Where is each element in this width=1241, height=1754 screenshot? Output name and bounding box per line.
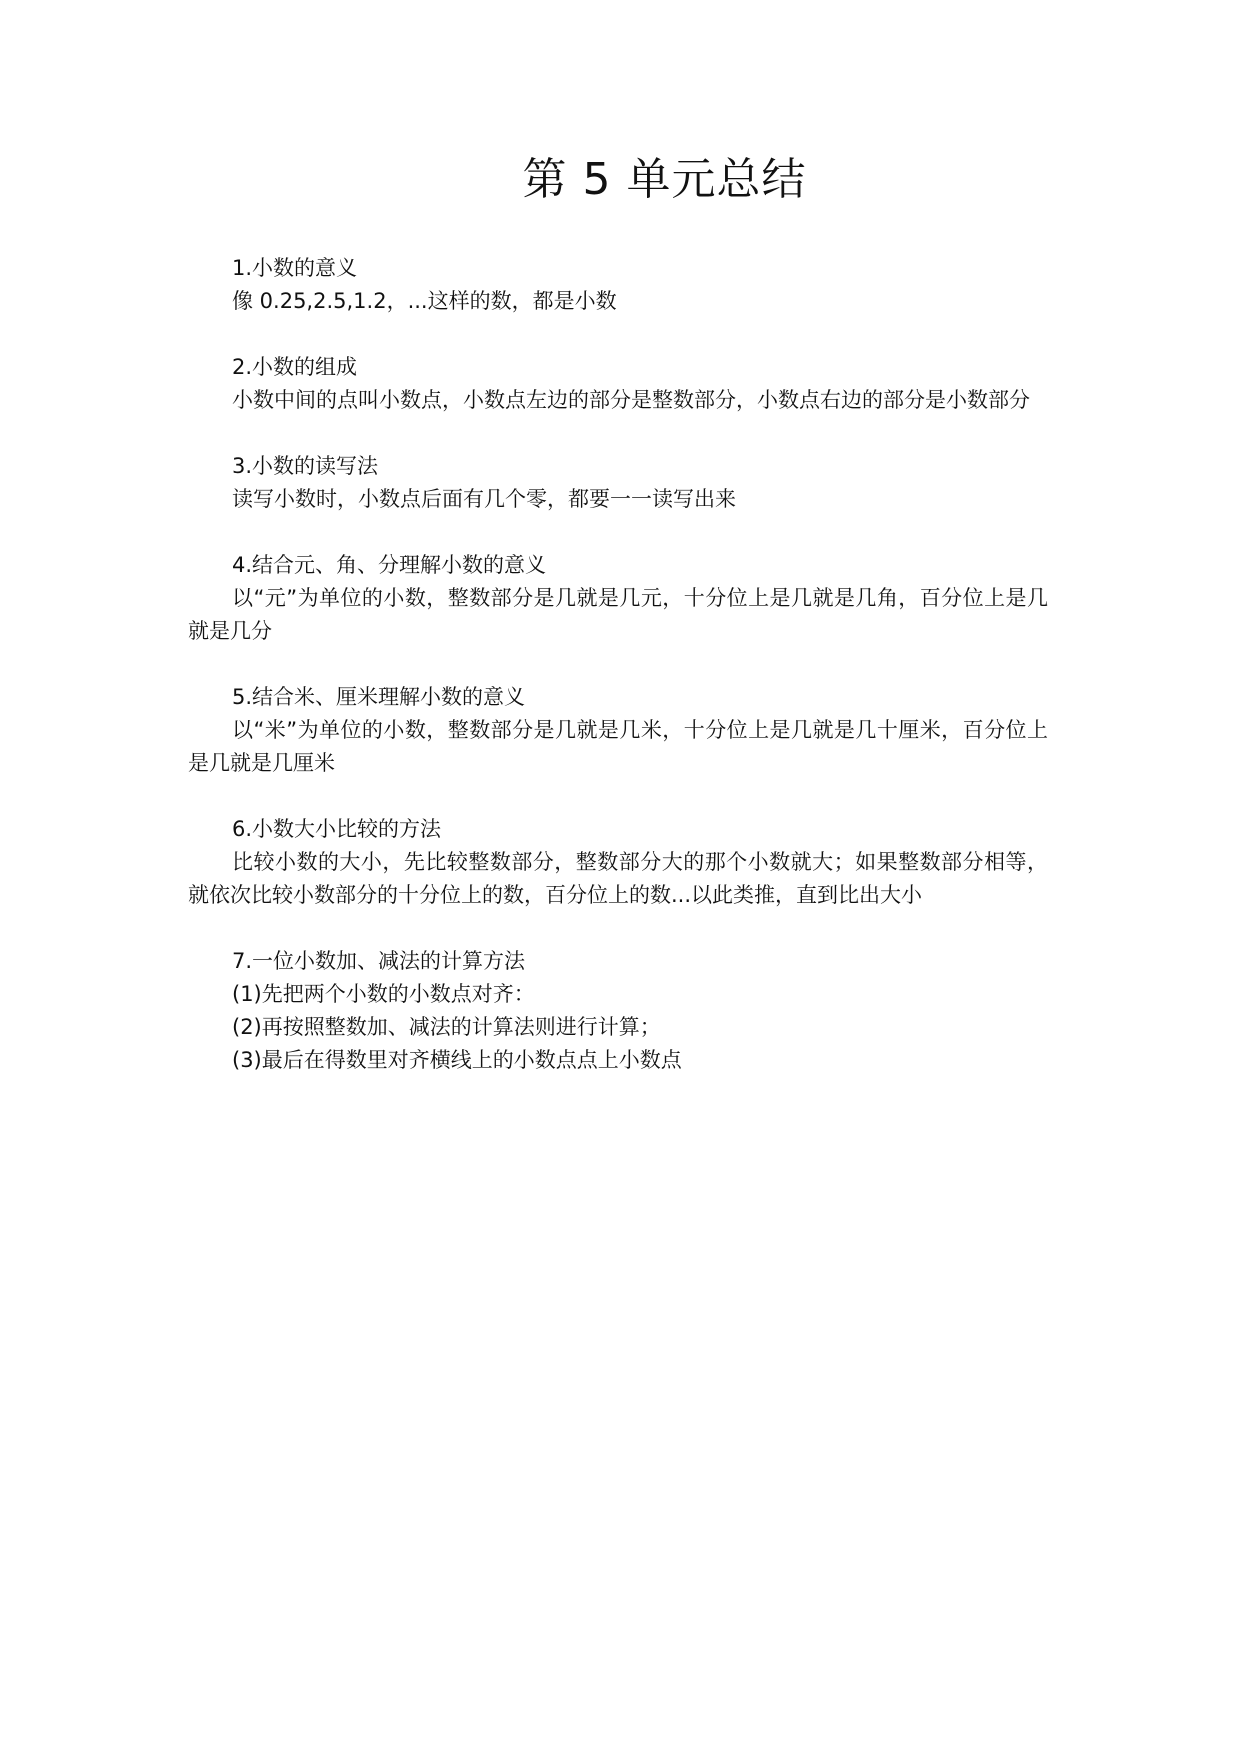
document-body <box>188 252 1048 1110</box>
section-length <box>188 681 1048 780</box>
section-text: 比较小数的大小，先比较整数部分，整数部分大的那个小数就大；如果整数部分相等，就依次比较小数部分的十分位上的数，百分位上的数...以此类推，直到比出大小 <box>188 850 1048 907</box>
section-reading-writing <box>188 450 1048 516</box>
page-title: 第 5 单元总结 <box>522 154 807 205</box>
section-heading: 5.结合米、厘米理解小数的意义 <box>232 685 526 709</box>
section-heading: 6.小数大小比较的方法 <box>232 817 442 841</box>
section-heading: 1.小数的意义 <box>232 256 358 280</box>
section-comparison <box>188 813 1048 912</box>
section-text: 读写小数时，小数点后面有几个零，都要一一读写出来 <box>232 487 736 511</box>
section-heading: 4.结合元、角、分理解小数的意义 <box>232 553 547 577</box>
section-heading: 7.一位小数加、减法的计算方法 <box>232 949 526 973</box>
section-heading: 3.小数的读写法 <box>232 454 379 478</box>
section-text: 以“元”为单位的小数，整数部分是几就是几元，十分位上是几就是几角，百分位上是几就是几分 <box>188 586 1048 643</box>
section-text: 以“米”为单位的小数，整数部分是几就是几米，十分位上是几就是几十厘米，百分位上是几就是几厘米 <box>188 718 1048 775</box>
section-heading: 2.小数的组成 <box>232 355 358 379</box>
step-item: (2)再按照整数加、减法的计算法则进行计算； <box>232 1015 661 1039</box>
section-money <box>188 549 1048 648</box>
section-add-subtract <box>188 945 1048 1077</box>
section-text: 像 0.25,2.5,1.2，...这样的数，都是小数 <box>232 289 617 313</box>
step-item: (1)先把两个小数的小数点对齐： <box>232 982 535 1006</box>
step-item: (3)最后在得数里对齐横线上的小数点点上小数点 <box>232 1048 682 1072</box>
section-composition <box>188 351 1048 417</box>
section-text: 小数中间的点叫小数点，小数点左边的部分是整数部分，小数点右边的部分是小数部分 <box>232 388 1030 412</box>
section-meaning <box>188 252 1048 318</box>
